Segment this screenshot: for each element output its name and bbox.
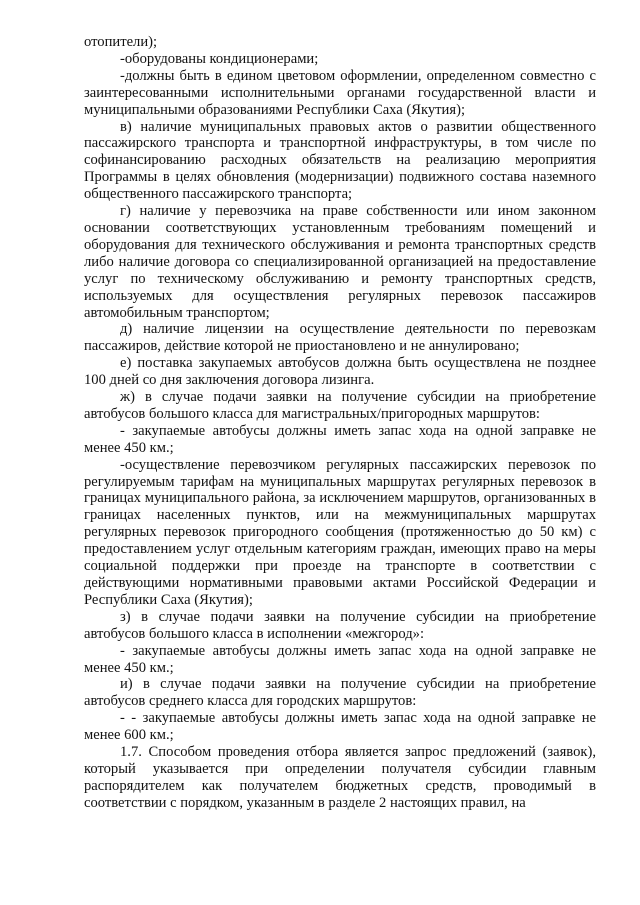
paragraph-heaters-end: отопители); bbox=[84, 34, 158, 50]
paragraph-range-450-a: - закупаемые автобусы должны иметь запас хода на одной заправке не менее 450 км.; bbox=[84, 422, 596, 456]
paragraph-item-v: в) наличие муниципальных правовых актов о развитии общественного пассажирского транспорта и транспортной инфраструктуры, в том числе по софинансированию расходных обязательств на реализацию мероприятия Программы в целях обновления (модернизации) подвижного состава наземного общественного пассажирского транспорта; bbox=[84, 118, 596, 203]
paragraph-item-e: е) поставка закупаемых автобусов должна быть осуществлена не позднее 100 дней со дня заключения договора лизинга. bbox=[84, 355, 596, 389]
paragraph-item-z: з) в случае подачи заявки на получение субсидии на приобретение автобусов большого класса в исполнении «межгород»: bbox=[84, 608, 596, 642]
paragraph-item-g: г) наличие у перевозчика на праве собственности или ином законном основании соответствующих установленным требованиям помещений и оборудования для технического обслуживания и ремонта транспортных средств либо наличие договора со специализированной организацией на предоставление услуг по техническому обслуживанию и ремонту транспортных средств, используемых для осуществления регулярных перевозок пассажиров автомобильным транспортом; bbox=[84, 203, 596, 321]
paragraph-item-i: и) в случае подачи заявки на получение субсидии на приобретение автобусов среднего класса для городских маршрутов: bbox=[84, 676, 596, 710]
document-page bbox=[84, 34, 596, 812]
paragraph-item-zh: ж) в случае подачи заявки на получение субсидии на приобретение автобусов большого класса для магистральных/пригородных маршрутов: bbox=[84, 389, 596, 422]
paragraph-range-600: - - закупаемые автобусы должны иметь запас хода на одной заправке не менее 600 км.; bbox=[84, 710, 596, 744]
paragraph-air-conditioning: -оборудованы кондиционерами; bbox=[120, 50, 319, 67]
paragraph-range-450-b: - закупаемые автобусы должны иметь запас хода на одной заправке не менее 450 км.; bbox=[84, 642, 596, 676]
paragraph-item-d: д) наличие лицензии на осуществление деятельности по перевозкам пассажиров, действие которой не приостановлено и не аннулировано; bbox=[84, 321, 596, 355]
paragraph-regular-transport: -осуществление перевозчиком регулярных пассажирских перевозок по регулируемым тарифам на муниципальных маршрутах регулярных перевозок в границах муниципального района, за исключением маршрутов, организованных в границах населенных пунктов, или на межмуниципальных маршрутах регулярных перевозок пригородного сообщения (протяженностью до 50 км) с предоставлением услуг отдельным категориям граждан, имеющих право на меры социальной поддержки при проезде на транспорте в соответствии с действующими нормативными правовыми актами Российской Федерации и Республики Саха (Якутия); bbox=[84, 456, 596, 608]
paragraph-color-design: -должны быть в едином цветовом оформлении, определенном совместно с заинтересованными исполнительными органами государственной власти и муниципальными образованиями Республики Саха (Якутия); bbox=[84, 67, 596, 118]
paragraph-section-1-7: 1.7. Способом проведения отбора является запрос предложений (заявок), который указывается при определении получателя субсидии главным распорядителем как получателем бюджетных средств, проводимый в соответствии с порядком, указанным в разделе 2 настоящих правил, на bbox=[84, 744, 596, 811]
